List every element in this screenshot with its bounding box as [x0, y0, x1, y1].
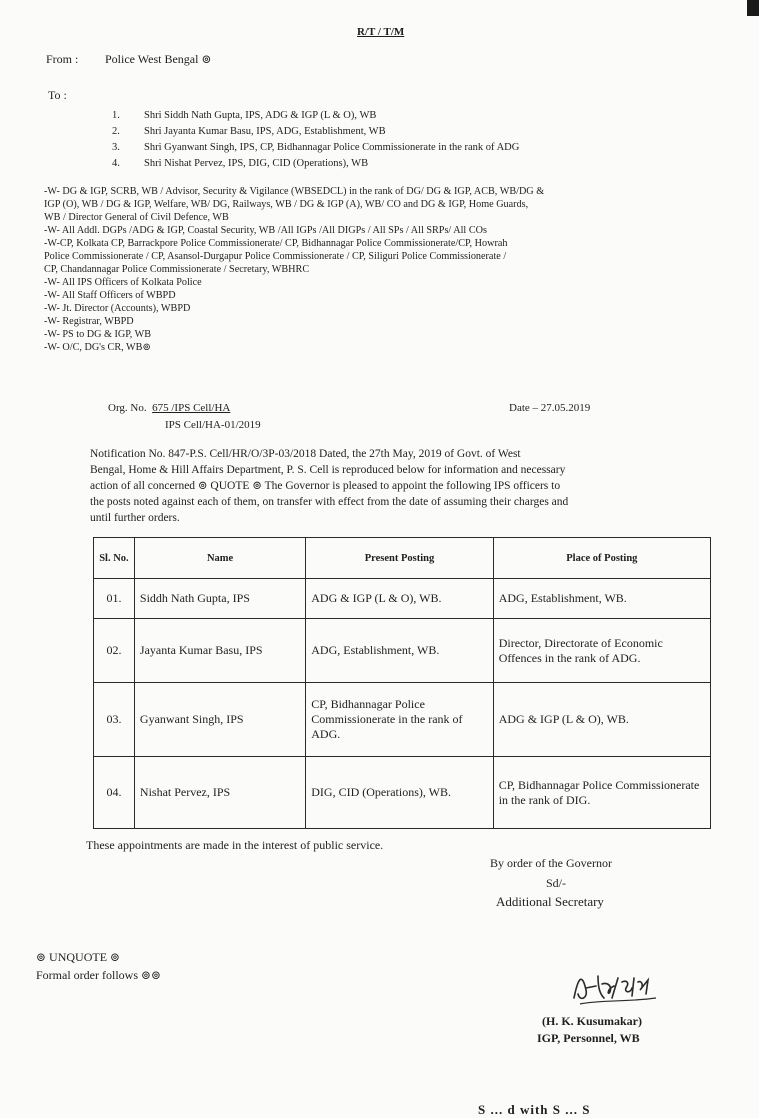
- table-row: [94, 757, 711, 829]
- table-row: [94, 619, 711, 683]
- paragraph-line: Notification No. 847-P.S. Cell/HR/O/3P-03/2018 Dated, the 27th May, 2019 of Govt. of West: [90, 448, 521, 460]
- copy-to-line: -W-CP, Kolkata CP, Barrackpore Police Commissionerate/ CP, Bidhannagar Police Commissionerate/CP, Howrah: [44, 238, 508, 249]
- cell-place: Director, Directorate of Economic Offences in the rank of ADG.: [493, 619, 710, 683]
- recipient-item: 1. Shri Siddh Nath Gupta, IPS, ADG & IGP (L & O), WB: [112, 110, 377, 121]
- copy-to-line: -W- O/C, DG's CR, WB⊚: [44, 342, 151, 353]
- cell-place: ADG & IGP (L & O), WB.: [493, 683, 710, 757]
- org-sub-number: IPS Cell/HA-01/2019: [165, 419, 261, 431]
- formal-order-line: Formal order follows ⊚⊚: [36, 968, 162, 982]
- cell-name: Siddh Nath Gupta, IPS: [134, 579, 305, 619]
- signed-mark: Sd/-: [546, 876, 567, 890]
- copy-to-line: -W- All Addl. DGPs /ADG & IGP, Coastal Security, WB /All IGPs /All DIGPs / All SPs / All SRPs/ All COs: [44, 225, 487, 236]
- cell-present: ADG & IGP (L & O), WB.: [306, 579, 493, 619]
- cell-sl: 04.: [94, 757, 135, 829]
- signatory-name: (H. K. Kusumakar): [542, 1014, 643, 1028]
- paragraph-line: until further orders.: [90, 512, 180, 524]
- table-row: [94, 683, 711, 757]
- header-place-of-posting: Place of Posting: [493, 538, 710, 579]
- copy-to-line: -W- PS to DG & IGP, WB: [44, 329, 152, 340]
- copy-to-line: -W- Registrar, WBPD: [44, 316, 134, 327]
- copy-to-line: Police Commissionerate / CP, Asansol-Durgapur Police Commissionerate / CP, Siliguri Police Commissionerate /: [44, 251, 507, 262]
- recipient-item: 4. Shri Nishat Pervez, IPS, DIG, CID (Operations), WB: [112, 158, 369, 169]
- cell-present: DIG, CID (Operations), WB.: [306, 757, 493, 829]
- table-row: [94, 579, 711, 619]
- cell-present: CP, Bidhannagar Police Commissionerate in the rank of ADG.: [306, 683, 493, 757]
- order-of-governor: By order of the Governor: [490, 856, 612, 870]
- posting-table: [93, 537, 711, 829]
- copy-to-line: -W- DG & IGP, SCRB, WB / Advisor, Security & Vigilance (WBSEDCL) in the rank of DG/ DG & IGP, ACB, WB/DG &: [44, 186, 545, 197]
- additional-secretary: Additional Secretary: [496, 894, 604, 909]
- from-label: From :: [46, 52, 79, 66]
- cell-sl: 01.: [94, 579, 135, 619]
- recipient-item: 3. Shri Gyanwant Singh, IPS, CP, Bidhannagar Police Commissionerate in the rank of ADG: [112, 142, 520, 153]
- copy-to-line: -W- All IPS Officers of Kolkata Police: [44, 277, 202, 288]
- cell-place: ADG, Establishment, WB.: [493, 579, 710, 619]
- cut-off-text: S ... d with S ... S: [478, 1102, 591, 1117]
- recipient-item: 2. Shri Jayanta Kumar Basu, IPS, ADG, Establishment, WB: [112, 126, 386, 137]
- cell-name: Nishat Pervez, IPS: [134, 757, 305, 829]
- document-date: Date – 27.05.2019: [509, 402, 591, 414]
- cell-place: CP, Bidhannagar Police Commissionerate in the rank of DIG.: [493, 757, 710, 829]
- cell-present: ADG, Establishment, WB.: [306, 619, 493, 683]
- copy-to-line: CP, Chandannagar Police Commissionerate / Secretary, WBHRC: [44, 264, 310, 275]
- signatory-title: IGP, Personnel, WB: [537, 1031, 640, 1045]
- public-service-note: These appointments are made in the interest of public service.: [86, 838, 384, 852]
- from-value: Police West Bengal ⊚: [105, 52, 212, 66]
- cell-name: Jayanta Kumar Basu, IPS: [134, 619, 305, 683]
- cell-name: Gyanwant Singh, IPS: [134, 683, 305, 757]
- notification-paragraph: [90, 446, 690, 526]
- paragraph-line: the posts noted against each of them, on transfer with effect from the date of assuming their charges and: [90, 496, 569, 508]
- cell-sl: 03.: [94, 683, 135, 757]
- unquote-line: ⊚ UNQUOTE ⊚: [36, 950, 121, 964]
- to-label: To :: [48, 88, 67, 102]
- copy-to-line: -W- All Staff Officers of WBPD: [44, 290, 176, 301]
- header-name: Name: [134, 538, 305, 579]
- handwritten-signature-icon: [568, 968, 668, 1012]
- copy-to-line: WB / Director General of Civil Defence, WB: [44, 212, 229, 223]
- header-sl: Sl. No.: [94, 538, 135, 579]
- org-number: Org. No. 675 /IPS Cell/HA: [108, 402, 231, 414]
- scan-edge-mark: [747, 0, 759, 16]
- paragraph-line: action of all concerned ⊚ QUOTE ⊚ The Governor is pleased to appoint the following IPS officers to: [90, 480, 561, 492]
- header-present-posting: Present Posting: [306, 538, 493, 579]
- copy-to-line: IGP (O), WB / DG & IGP, Welfare, WB/ DG, Railways, WB / DG & IGP (A), WB/ CO and DG & IGP, Home Guards,: [44, 199, 529, 210]
- copy-to-line: -W- Jt. Director (Accounts), WBPD: [44, 303, 191, 314]
- cell-sl: 02.: [94, 619, 135, 683]
- table-header-row: [94, 538, 711, 579]
- reference-code: R/T / T/M: [357, 26, 405, 38]
- paragraph-line: Bengal, Home & Hill Affairs Department, P. S. Cell is reproduced below for information and necessary: [90, 464, 566, 476]
